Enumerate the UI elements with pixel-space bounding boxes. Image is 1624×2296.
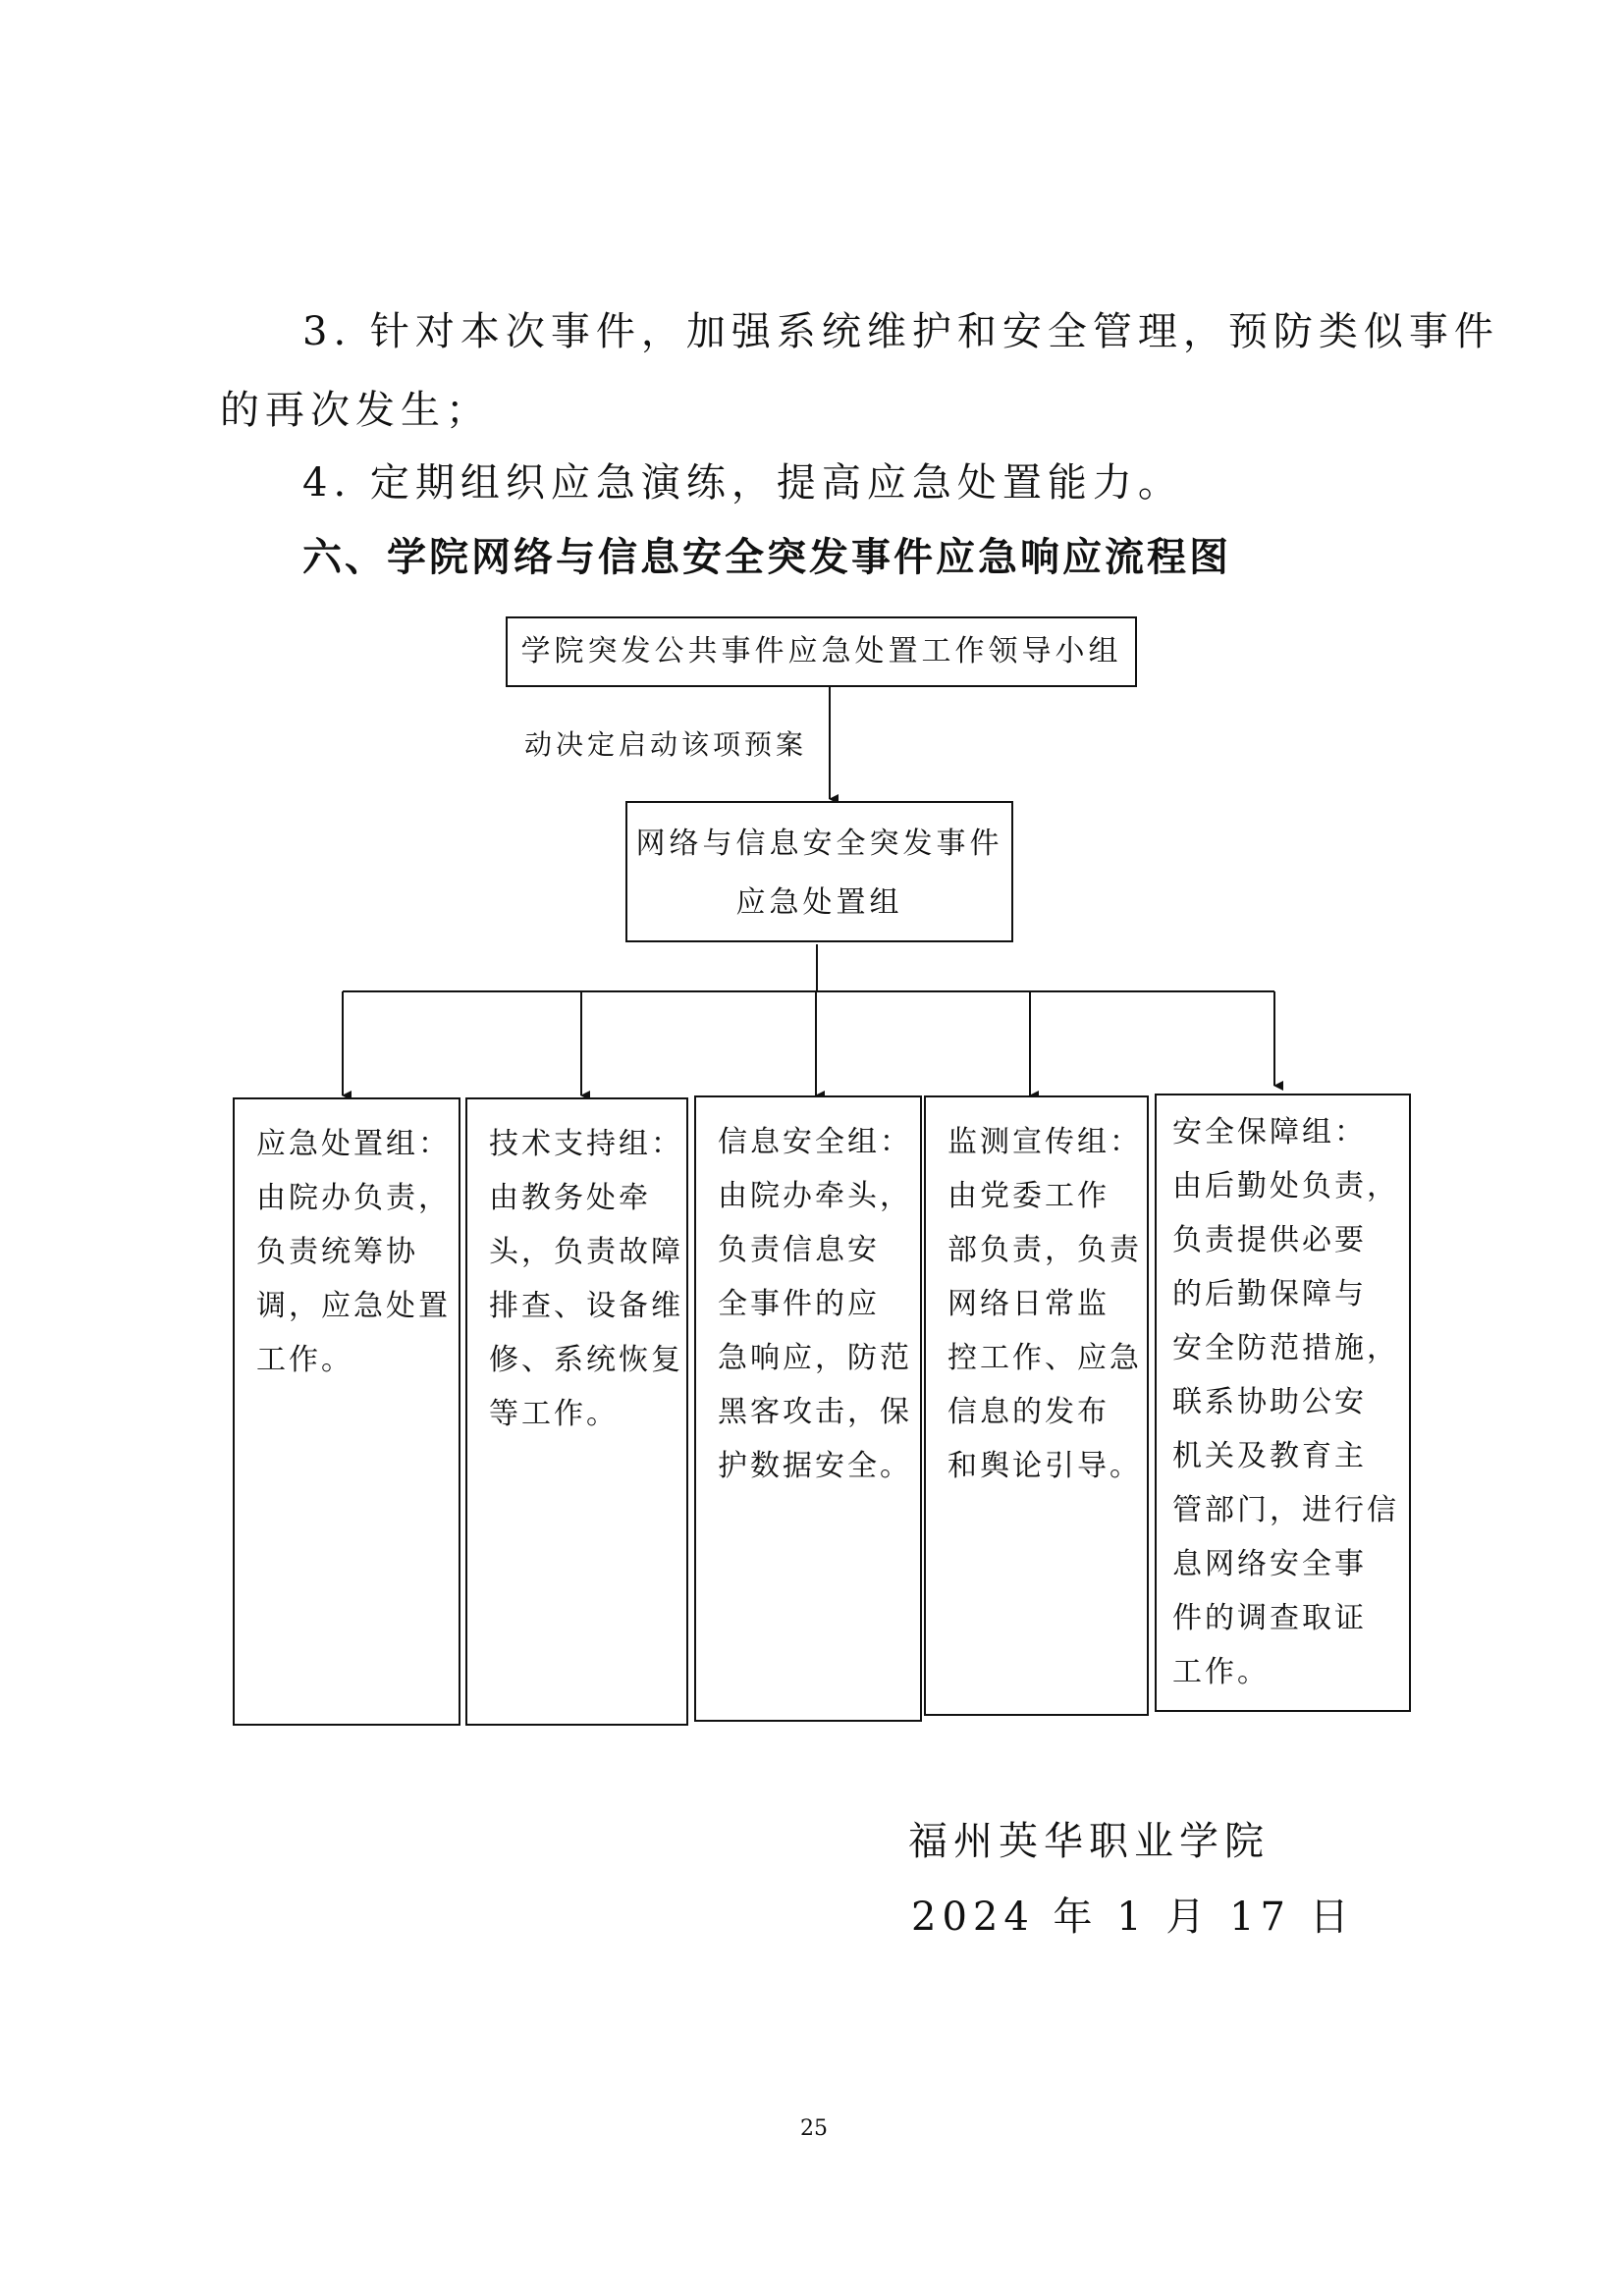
- group-line: 信息安全组：: [718, 1125, 912, 1159]
- group-line: 头，负责故障: [489, 1235, 683, 1269]
- group-box-technical-support: [465, 1097, 688, 1726]
- group-line: 机关及教育主: [1172, 1439, 1367, 1473]
- group-line: 由党委工作: [947, 1179, 1110, 1213]
- group-line: 网络日常监: [947, 1287, 1110, 1321]
- group-line: 监测宣传组：: [947, 1125, 1142, 1159]
- group-line: 黑客攻击，保: [718, 1395, 912, 1429]
- group-line: 信息的发布: [947, 1395, 1110, 1429]
- group-box-monitoring-publicity: [924, 1095, 1149, 1716]
- group-box-security-support: [1155, 1094, 1411, 1712]
- group-box-emergency-handling: [233, 1097, 460, 1726]
- group-line: 件的调查取证: [1172, 1601, 1367, 1635]
- paragraph-item-3-line-1: 3. 针对本次事件，加强系统维护和安全管理，预防类似事件: [302, 309, 1499, 354]
- response-group-line-2: 应急处置组: [735, 885, 903, 920]
- group-line: 联系协助公安: [1172, 1385, 1367, 1419]
- leader-box-text: 学院突发公共事件应急处置工作领导小组: [520, 634, 1122, 668]
- group-line: 技术支持组：: [489, 1127, 683, 1161]
- group-line: 由院办负责，: [256, 1181, 451, 1215]
- group-line: 由院办牵头，: [718, 1179, 912, 1213]
- group-line: 等工作。: [489, 1397, 619, 1431]
- page-number: 25: [800, 2116, 828, 2141]
- group-line: 由后勤处负责，: [1172, 1169, 1399, 1203]
- group-line: 安全保障组：: [1172, 1115, 1367, 1149]
- group-line: 管部门，进行信: [1172, 1493, 1399, 1527]
- group-line: 负责提供必要: [1172, 1223, 1367, 1257]
- group-line: 工作。: [1172, 1655, 1270, 1689]
- group-line: 应急处置组：: [256, 1127, 451, 1161]
- paragraph-item-4: 4. 定期组织应急演练，提高应急处置能力。: [302, 460, 1183, 506]
- group-line: 急响应，防范: [718, 1341, 912, 1375]
- group-line: 修、系统恢复: [489, 1343, 683, 1377]
- group-line: 部负责，负责: [947, 1233, 1142, 1267]
- group-line: 调，应急处置: [256, 1289, 451, 1323]
- group-line: 负责信息安: [718, 1233, 880, 1267]
- group-line: 工作。: [256, 1343, 353, 1377]
- group-line: 由教务处牵: [489, 1181, 651, 1215]
- signature-date: 2024 年 1 月 17 日: [911, 1895, 1355, 1940]
- signature-institution: 福州英华职业学院: [908, 1819, 1270, 1864]
- group-line: 控工作、应急: [947, 1341, 1142, 1375]
- paragraph-item-3-line-2: 的再次发生；: [220, 388, 491, 433]
- response-group-box: [625, 801, 1013, 942]
- group-line: 负责统筹协: [256, 1235, 418, 1269]
- response-group-line-1: 网络与信息安全突发事件: [635, 827, 1003, 861]
- group-line: 和舆论引导。: [947, 1449, 1142, 1483]
- leader-box: [506, 616, 1137, 687]
- group-line: 护数据安全。: [718, 1449, 912, 1483]
- decision-label: 动决定启动该项预案: [524, 728, 808, 761]
- group-box-information-security: [694, 1095, 922, 1722]
- group-line: 的后勤保障与: [1172, 1277, 1367, 1311]
- group-line: 安全防范措施，: [1172, 1331, 1399, 1365]
- group-line: 排查、设备维: [489, 1289, 683, 1323]
- group-line: 息网络安全事: [1172, 1547, 1367, 1581]
- section-heading: 六、学院网络与信息安全突发事件应急响应流程图: [302, 535, 1231, 580]
- group-line: 全事件的应: [718, 1287, 880, 1321]
